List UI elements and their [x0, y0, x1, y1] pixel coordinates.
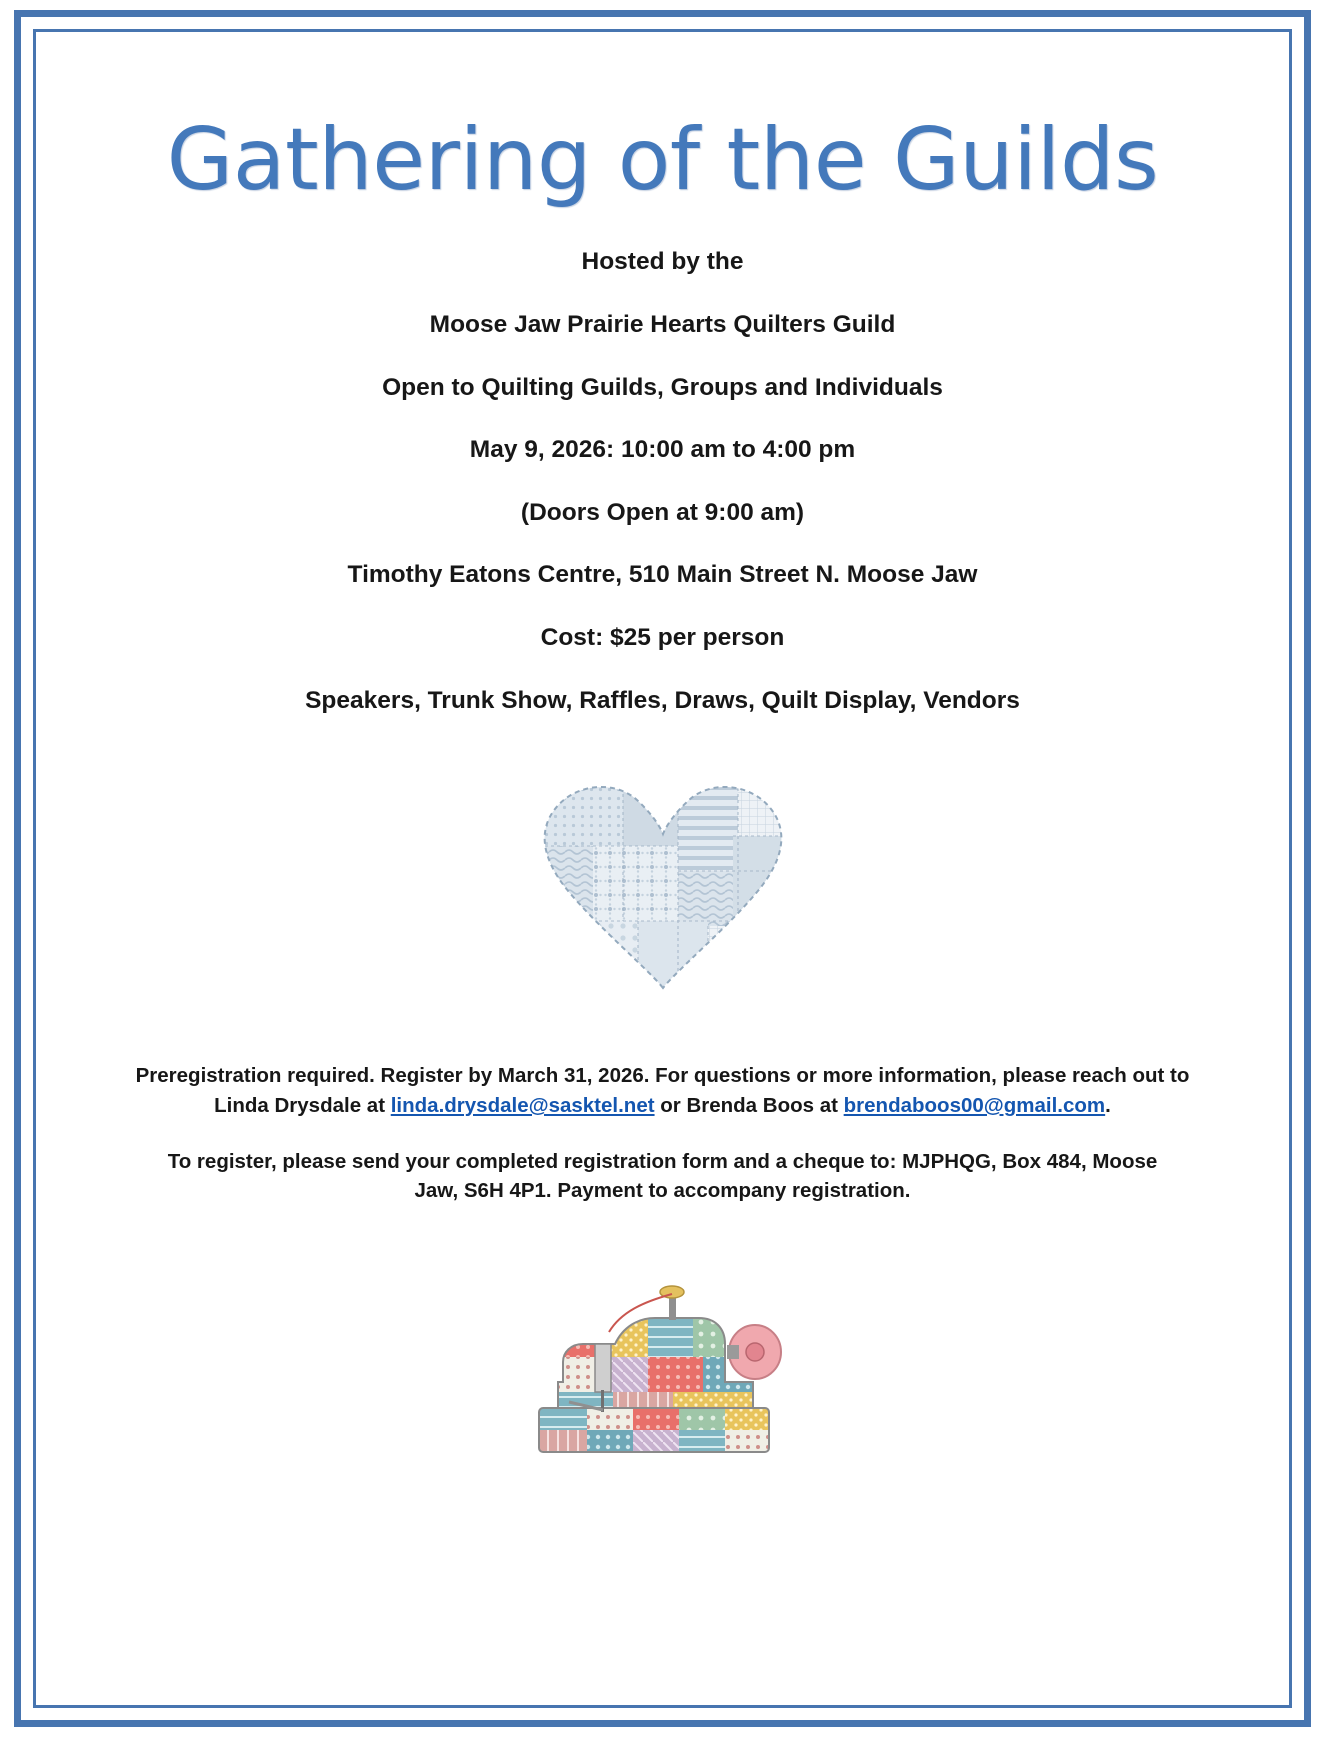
registration-text-3: .	[1105, 1094, 1111, 1118]
patchwork-heart-image	[60, 776, 1265, 991]
detail-line-activities: Speakers, Trunk Show, Raffles, Draws, Quilt Display, Vendors	[305, 686, 1020, 714]
detail-line-hosted-by: Hosted by the	[581, 248, 744, 276]
detail-line-venue: Timothy Eatons Centre, 510 Main Street N. Moose Jaw	[347, 561, 978, 589]
page-title: Gathering of the Guilds	[166, 110, 1159, 210]
registration-text-2: or Brenda Boos at	[654, 1094, 844, 1118]
event-details	[60, 247, 1265, 716]
registration-info	[60, 1061, 1265, 1206]
detail-line-open-to: Open to Quilting Guilds, Groups and Individuals	[382, 373, 943, 401]
email-link-brenda[interactable]: brendaboos00@gmail.com	[843, 1094, 1106, 1118]
detail-line-guild-name: Moose Jaw Prairie Hearts Quilters Guild	[429, 310, 896, 338]
email-link-linda[interactable]: linda.drysdale@sasktel.net	[390, 1094, 655, 1118]
registration-mailing-line: To register, please send your completed registration form and a cheque to: MJPHQG, Box 484, Moose Jaw, S6H 4P1. Payment to accompany registration.	[167, 1149, 1158, 1203]
detail-line-date-time: May 9, 2026: 10:00 am to 4:00 pm	[469, 436, 856, 464]
poster-content	[60, 60, 1265, 1677]
detail-line-doors-open: (Doors Open at 9:00 am)	[520, 498, 805, 526]
patchwork-sewing-machine-image	[60, 1232, 1265, 1467]
detail-line-cost: Cost: $25 per person	[540, 624, 785, 652]
registration-contact-line	[60, 1061, 1265, 1120]
registration-text-1: Preregistration required. Register by March 31, 2026. For questions or more information, please reach out to Linda Drysdale at	[135, 1064, 1190, 1118]
